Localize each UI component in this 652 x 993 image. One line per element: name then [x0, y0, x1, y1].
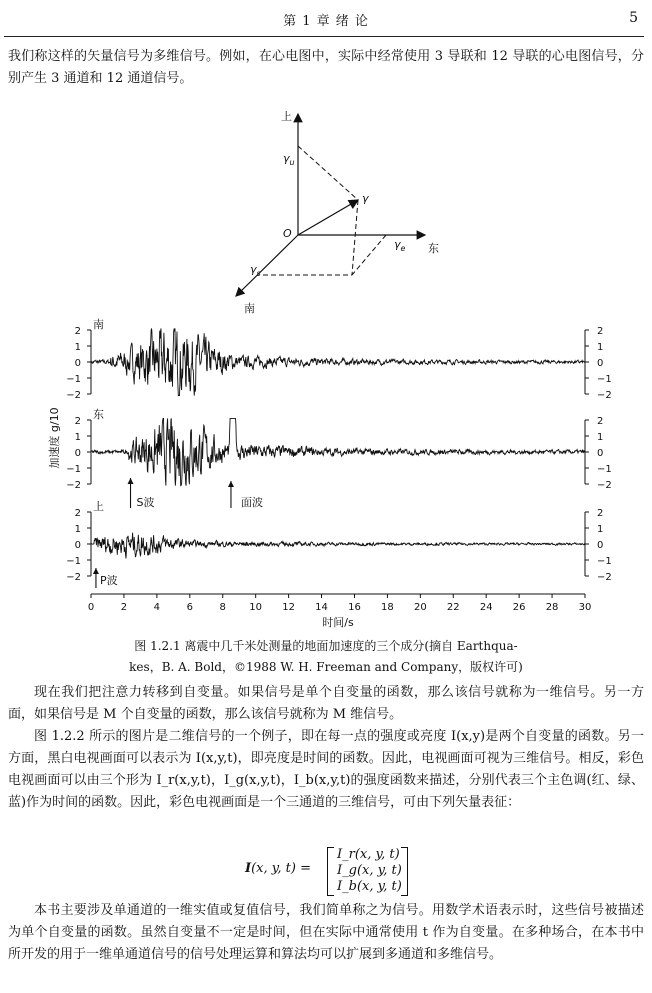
channel-label-1: 东 [93, 408, 104, 421]
south-label: 南 [244, 302, 255, 315]
left-bracket [327, 847, 334, 896]
y-tick-label-left: 0 [74, 448, 81, 459]
trace-0 [91, 328, 585, 395]
x-tick-label: 26 [512, 602, 526, 613]
paragraph-dimension: 现在我们把注意力转移到自变量。如果信号是单个自变量的函数，那么该信号就称为一维信号。另一方面，如果信号是 M 个自变量的函数，那么该信号就称为 M 维信号。 [8, 685, 644, 722]
x-tick-label: 14 [315, 602, 328, 613]
y-tick-label-left: −1 [66, 374, 81, 385]
origin-label: O [283, 227, 292, 240]
x-tick-label: 22 [446, 602, 460, 613]
channel-label-0: 南 [93, 318, 104, 331]
y-tick-label-left: −1 [66, 556, 81, 567]
y-tick-label-right: 0 [597, 540, 604, 551]
x-tick-label: 2 [120, 602, 128, 613]
south-axis [236, 235, 298, 296]
equation-lhs: I(x, y, t) = [245, 861, 311, 876]
gamma-s-label: $\gamma_s$ [250, 263, 261, 278]
x-tick-label: 20 [413, 602, 427, 613]
y-tick-label-right: −1 [597, 556, 612, 567]
x-tick-label: 28 [545, 602, 559, 613]
y-tick-label-left: 1 [74, 432, 81, 443]
page-header [0, 0, 652, 38]
p-wave-arrow-head [93, 568, 99, 574]
intro-paragraph: 我们称这样的矢量信号为多维信号。例如，在心电图中，实际中经常使用 3 导联和 12 导联的心电图信号，分别产生 3 通道和 12 通道信号。 [8, 49, 644, 86]
east-label: 东 [428, 242, 439, 255]
channel-label-2: 上 [93, 500, 104, 513]
y-tick-label-right: 0 [597, 358, 604, 369]
x-tick-label: 30 [578, 602, 592, 613]
y-tick-label-right: −1 [597, 374, 612, 385]
y-tick-label-left: 0 [74, 540, 81, 551]
y-tick-label-right: 1 [597, 342, 604, 353]
s-wave-label: S波 [136, 496, 155, 509]
equation-rows [337, 847, 402, 895]
figure-caption-line1: 图 1.2.1 离震中几千米处测量的地面加速度的三个成分(摘自 Earthqua- [134, 639, 518, 653]
x-axis-label: 时间/s [322, 616, 354, 628]
x-tick-label: 0 [87, 602, 95, 613]
p-wave-label: P波 [99, 574, 118, 587]
chapter-title: 第 1 章 绪 论 [283, 14, 369, 29]
x-tick-label: 12 [282, 602, 295, 613]
right-bracket [401, 847, 408, 896]
y-tick-label-right: 0 [597, 448, 604, 459]
paragraph-scope: 本书主要涉及单通道的一维实值或复值信号，我们简单称之为信号。用数学术语表示时，这些信号被描述为单个自变量的函数。虽然自变量不一定是时间，但在实际中通常使用 t 作为自变量。在多种场合，在本书中所开发的用于一维单通道信号的信号处理运算和算法均可以扩展到多通道和多维信号。 [8, 903, 644, 962]
surface-wave-arrow-head [228, 481, 234, 487]
y-tick-label-left: −2 [66, 572, 81, 583]
y-tick-label-right: 2 [597, 326, 604, 337]
y-tick-label-right: −2 [597, 572, 612, 583]
y-tick-label-right: 2 [597, 416, 604, 427]
header-rule [4, 36, 644, 37]
y-tick-label-left: 2 [74, 326, 81, 337]
y-tick-label-right: 1 [597, 432, 604, 443]
y-tick-label-left: 2 [74, 508, 81, 519]
s-wave-arrow-head [128, 478, 134, 484]
x-tick-label: 6 [186, 602, 193, 613]
figure-caption-line2: kes，B. A. Bold，©1988 W. H. Freeman and Company，版权许可) [129, 660, 523, 674]
equation-row-b: I_b(x, y, t) [337, 879, 402, 894]
page-number: 5 [629, 10, 638, 26]
y-tick-label-right: −2 [597, 390, 612, 401]
y-tick-label-right: 2 [597, 508, 604, 519]
paragraph-tv-signal: 图 1.2.2 所示的图片是二维信号的一个例子，即在每一点的强度或亮度 I(x,y)是两个自变量的函数。另一方面，黑白电视画面可以表示为 I(x,y,t)，即亮度是时间的函数。因此，电视画面可视为三维信号。相反，彩色电视画面可以由三个形为 I_r(x,y,t)，I_g(x,y,t)，I_b(x,y,t)的强度函数来描述，分别代表三个主色调(红、绿、蓝)作为时间的函数。因此，彩色电视画面是一个三通道的三维信号，可由下列矢量表征： [8, 729, 644, 810]
y-tick-label-left: −1 [66, 464, 81, 475]
y-tick-label-left: 2 [74, 416, 81, 427]
trace-2 [91, 533, 585, 559]
y-tick-label-right: −2 [597, 480, 612, 491]
vector-diagram [0, 100, 652, 315]
equation-row-r: I_r(x, y, t) [337, 847, 400, 862]
x-tick-label: 4 [153, 602, 161, 613]
x-tick-label: 16 [348, 602, 361, 613]
surface-wave-label: 面波 [240, 496, 263, 509]
y-tick-label-left: 0 [74, 358, 81, 369]
gamma-u-label: $\gamma_u$ [283, 152, 295, 167]
trace-1 [91, 418, 585, 485]
dashed-projections [263, 146, 386, 275]
gamma-label: γ [362, 192, 369, 205]
y-tick-label-left: 1 [74, 342, 81, 353]
vector-equation [0, 847, 652, 895]
y-tick-label-left: 1 [74, 524, 81, 535]
x-tick-label: 10 [249, 602, 263, 613]
y-tick-label-right: 1 [597, 524, 604, 535]
y-tick-label-left: −2 [66, 480, 81, 491]
x-tick-label: 8 [219, 602, 226, 613]
gamma-e-label: $\gamma_e$ [394, 238, 406, 253]
x-tick-label: 24 [479, 602, 493, 613]
equation-row-g: I_g(x, y, t) [337, 863, 402, 878]
gamma-vector [298, 200, 358, 235]
y-axis-label: 加速度 g/10 [48, 407, 61, 469]
seismic-plot [0, 318, 652, 628]
y-tick-label-right: −1 [597, 464, 612, 475]
up-label: 上 [281, 110, 292, 123]
y-tick-label-left: −2 [66, 390, 81, 401]
x-tick-label: 18 [381, 602, 394, 613]
